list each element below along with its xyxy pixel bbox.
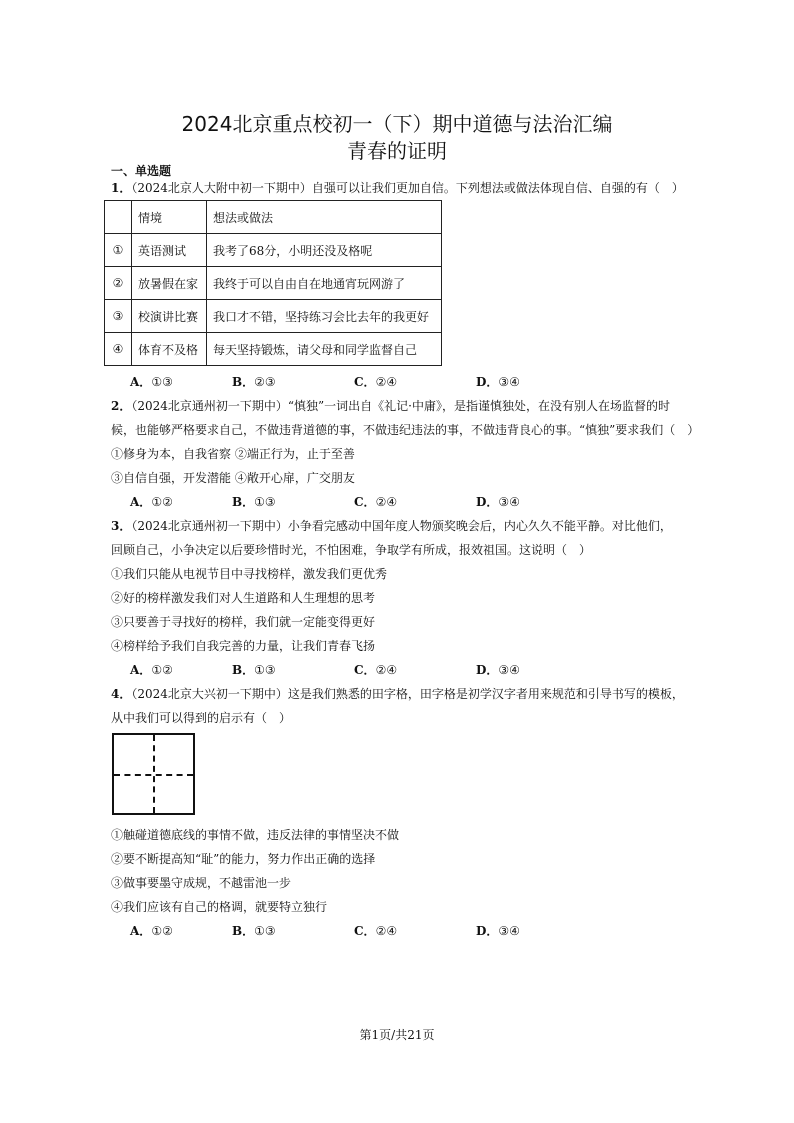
question-3-stem [111, 517, 672, 534]
statement-item: ④榜样给予我们自我完善的力量，让我们青春飞扬 [111, 639, 376, 653]
question-1-table [104, 200, 442, 366]
question-text: （2024北京通州初一下期中）小争看完感动中国年度人物颁奖晚会后，内心久久不能平静。对比他们， [131, 519, 672, 533]
section-heading: 一、单选题 [111, 164, 172, 178]
statement-item: ④我们应该有自己的格调，就要特立独行 [111, 900, 328, 914]
question-text-continued: 候，也能够严格要求自己，不做违背道德的事，不做违纪违法的事，不做违背良心的事。“慎独”要求我们（ ） [111, 423, 700, 437]
option-d[interactable]: D．③④ [476, 495, 520, 509]
table-cell: 我口才不错，坚持练习会比去年的我更好 [207, 300, 442, 333]
option-c[interactable]: C．②④ [354, 375, 398, 389]
statement-item: ①触碰道德底线的事情不做，违反法律的事情坚决不做 [111, 828, 400, 842]
question-text-continued: 回顾自己，小争决定以后要珍惜时光，不怕困难，争取学有所成，报效祖国。这说明（ ） [111, 543, 592, 557]
statement-item: ②要不断提高知“耻”的能力，努力作出正确的选择 [111, 852, 376, 866]
document-subtitle: 青春的证明 [347, 139, 447, 163]
option-b[interactable]: B．②③ [232, 375, 276, 389]
option-d[interactable]: D．③④ [476, 663, 520, 677]
question-2-options [130, 493, 690, 509]
table-cell: 校演讲比赛 [132, 300, 207, 333]
statement-item: ③自信自强，开发潜能 ④敞开心扉，广交朋友 [111, 471, 355, 485]
table-row [105, 300, 442, 333]
question-1-options [130, 373, 690, 389]
table-row [105, 267, 442, 300]
statement-item: ①修身为本，自我省察 ②端正行为，止于至善 [111, 447, 355, 461]
statement-item: ②好的榜样激发我们对人生道路和人生理想的思考 [111, 591, 376, 605]
statement-item: ③只要善于寻找好的榜样，我们就一定能变得更好 [111, 615, 376, 629]
question-text-continued: 从中我们可以得到的启示有（ ） [111, 711, 292, 725]
question-3-options [130, 661, 690, 677]
option-d[interactable]: D．③④ [476, 375, 520, 389]
table-row [105, 234, 442, 267]
table-cell: ③ [105, 300, 132, 333]
table-cell: 体育不及格 [132, 333, 207, 366]
question-number: 1． [111, 181, 132, 195]
statement-item: ①我们只能从电视节目中寻找榜样，激发我们更优秀 [111, 567, 388, 581]
option-d[interactable]: D．③④ [476, 924, 520, 938]
table-cell [105, 201, 132, 234]
question-4-stem [111, 685, 684, 702]
option-c[interactable]: C．②④ [354, 924, 398, 938]
question-text: （2024北京通州初一下期中）“慎独”一词出自《礼记·中庸》，是指谨慎独处，在没有别人在场监督的时 [131, 399, 670, 413]
question-number: 3． [111, 519, 132, 533]
table-row [105, 333, 442, 366]
question-1-stem [111, 179, 684, 196]
table-cell: ② [105, 267, 132, 300]
option-b[interactable]: B．①③ [232, 924, 276, 938]
option-c[interactable]: C．②④ [354, 663, 398, 677]
table-cell: 英语测试 [132, 234, 207, 267]
question-text: （2024北京人大附中初一下期中）自强可以让我们更加自信。下列想法或做法体现自信、自强的有（ ） [131, 181, 684, 195]
tianzige-grid-figure [112, 733, 195, 815]
option-a[interactable]: A．①② [130, 495, 173, 509]
question-4-options [130, 922, 690, 938]
question-2-stem [111, 397, 670, 414]
table-cell: 放暑假在家 [132, 267, 207, 300]
statement-item: ③做事要墨守成规，不越雷池一步 [111, 876, 292, 890]
option-a[interactable]: A．①② [130, 663, 173, 677]
table-cell: 我考了68分，小明还没及格呢 [207, 234, 442, 267]
option-a[interactable]: A．①③ [130, 375, 173, 389]
document-title: 2024北京重点校初一（下）期中道德与法治汇编 [181, 112, 613, 136]
option-a[interactable]: A．①② [130, 924, 173, 938]
question-number: 2． [111, 399, 132, 413]
table-cell: 每天坚持锻炼，请父母和同学监督自己 [207, 333, 442, 366]
table-header-cell: 想法或做法 [207, 201, 442, 234]
table-cell: ④ [105, 333, 132, 366]
option-b[interactable]: B．①③ [232, 495, 276, 509]
table-header-row [105, 201, 442, 234]
grid-horizontal-dashed-line [114, 774, 193, 776]
page-footer: 第1页/共21页 [359, 1028, 435, 1042]
option-c[interactable]: C．②④ [354, 495, 398, 509]
table-header-cell: 情境 [132, 201, 207, 234]
question-text: （2024北京大兴初一下期中）这是我们熟悉的田字格，田字格是初学汉字者用来规范和引导书写的模板， [131, 687, 684, 701]
table-cell: ① [105, 234, 132, 267]
table-cell: 我终于可以自由自在地通宵玩网游了 [207, 267, 442, 300]
option-b[interactable]: B．①③ [232, 663, 276, 677]
question-number: 4． [111, 687, 132, 701]
